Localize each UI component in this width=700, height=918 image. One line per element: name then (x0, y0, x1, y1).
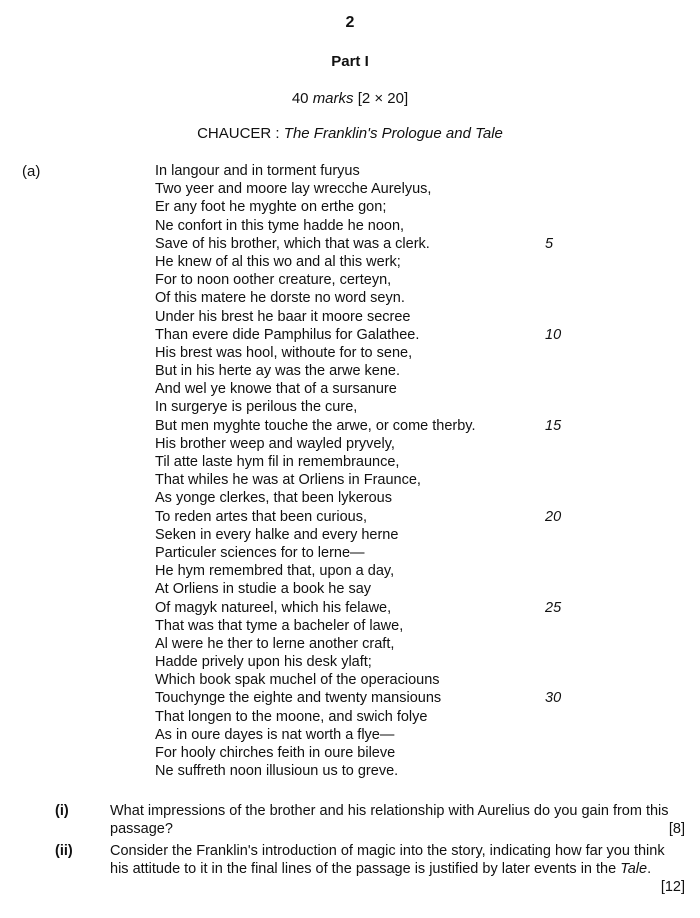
poem-line (155, 489, 585, 507)
poem-line (155, 344, 585, 362)
line-number: 5 (545, 235, 554, 252)
poem-line-text: And wel ye knowe that of a sursanure (155, 381, 397, 398)
poem-line-text: That whiles he was at Orliens in Fraunce, (155, 472, 421, 489)
poem-line (155, 726, 585, 744)
poem-line (155, 271, 585, 289)
poem-line-text: That was that tyme a bacheler of lawe, (155, 617, 404, 634)
poem-line (155, 198, 585, 216)
poem-line (155, 562, 585, 580)
question-ii-text-end: . (647, 861, 652, 877)
poem-line (155, 471, 585, 489)
poem-line (155, 689, 585, 707)
poem-line (155, 762, 585, 780)
poem-line (155, 326, 585, 344)
poem-line-text: Of this matere he dorste no word seyn. (155, 290, 405, 307)
question-i-mark: [8] (668, 821, 685, 837)
poem-line-text: To reden artes that been curious, (155, 508, 367, 525)
poem-line (155, 526, 585, 544)
poem-line-text: Which book spak muchel of the operaciouns (155, 672, 440, 689)
question-ii-text-italic: Tale (620, 861, 648, 877)
poem-line (155, 653, 585, 671)
line-number: 30 (545, 690, 562, 707)
marks-breakdown: [2 × 20] (357, 90, 409, 107)
poem-line-text: He hym remembred that, upon a day, (155, 563, 395, 580)
poem-line-text: His brother weep and wayled pryvely, (155, 435, 395, 452)
poem-line-text: For hooly chirches feith in oure bileve (155, 745, 396, 761)
question-ii (55, 842, 685, 902)
question-i-text: What impressions of the brother and his relationship with Aurelius do you gain from this passage? (110, 803, 669, 837)
question-i (55, 802, 685, 842)
poem-line (155, 599, 585, 617)
poem-line-text: Hadde prively upon his desk ylaft; (155, 654, 372, 671)
poem-line-text: Two yeer and moore lay wrecche Aurelyus, (155, 181, 432, 198)
poem-line-text: Ne confort in this tyme hadde he noon, (155, 217, 405, 234)
poem-passage (155, 162, 585, 780)
line-number: 20 (545, 508, 562, 525)
poem-line-text: At Orliens in studie a book he say (155, 581, 372, 598)
poem-line (155, 380, 585, 398)
poem-line (155, 671, 585, 689)
line-number: 25 (545, 599, 562, 616)
poem-line (155, 453, 585, 471)
poem-line (155, 508, 585, 526)
poem-line (155, 253, 585, 271)
poem-line (155, 398, 585, 416)
marks-count: 40 (291, 90, 309, 107)
part-title: Part I (331, 53, 369, 70)
poem-line-text: Ne suffreth noon illusioun us to greve. (155, 763, 399, 780)
poem-line-text: Touchynge the eighte and twenty mansiouns (155, 690, 442, 707)
poem-line-text: Of magyk natureel, which his felawe, (155, 599, 392, 616)
line-number: 15 (545, 417, 562, 434)
poem-line (155, 544, 585, 562)
poem-line-text: In surgerye is perilous the cure, (155, 399, 358, 416)
poem-line-text: But men myghte touche the arwe, or come therby. (155, 417, 476, 434)
question-label: (a) (22, 163, 41, 180)
poem-line (155, 580, 585, 598)
poem-line-text: For to noon oother creature, certeyn, (155, 272, 392, 289)
poem-line (155, 435, 585, 453)
poem-line-text: But in his herte ay was the arwe kene. (155, 363, 401, 380)
poem-line-text: As in oure dayes is nat worth a flye— (155, 726, 395, 743)
question-ii-label: (ii) (55, 843, 73, 859)
poem-line (155, 217, 585, 235)
question-ii-mark: [12] (660, 879, 685, 895)
poem-line (155, 362, 585, 380)
poem-line (155, 308, 585, 326)
poem-line-text: Seken in every halke and every herne (155, 526, 399, 543)
poem-line (155, 180, 585, 198)
work-title: The Franklin's Prologue and Tale (283, 125, 503, 142)
poem-line (155, 417, 585, 435)
poem-line-text: His brest was hool, withoute for to sene, (155, 344, 413, 361)
poem-line (155, 617, 585, 635)
poem-line-text: Particuler sciences for to lerne— (155, 544, 365, 561)
poem-line-text: He knew of al this wo and al this werk; (155, 253, 401, 270)
question-ii-text-main: Consider the Franklin's introduction of magic into the story, indicating how far you think his attitude to it in the final lines of the passage is justified by later events in the (110, 843, 665, 877)
poem-line-text: Save of his brother, which that was a clerk. (155, 235, 430, 252)
poem-line (155, 235, 585, 253)
poem-line-text: Er any foot he myghte on erthe gon; (155, 199, 387, 216)
page-number: 2 (345, 14, 355, 31)
poem-line-text: Under his brest he baar it moore secree (155, 308, 411, 325)
author-name: CHAUCER : (197, 125, 280, 142)
poem-line (155, 635, 585, 653)
poem-line-text: As yonge clerkes, that been lykerous (155, 490, 392, 507)
section-heading (0, 125, 700, 142)
line-number: 10 (545, 326, 562, 343)
poem-line-text: Al were he ther to lerne another craft, (155, 635, 395, 652)
poem-line (155, 744, 585, 762)
poem-line-text: Than evere dide Pamphilus for Galathee. (155, 326, 420, 343)
marks-word: marks (312, 90, 354, 107)
poem-line-text: In langour and in torment furyus (155, 163, 360, 179)
poem-line (155, 289, 585, 307)
poem-line (155, 162, 585, 180)
poem-line (155, 708, 585, 726)
question-ii-text (110, 842, 685, 878)
question-i-label: (i) (55, 803, 69, 819)
poem-line-text: Til atte laste hym fil in remembraunce, (155, 454, 400, 470)
marks-line (0, 90, 700, 107)
poem-line-text: That longen to the moone, and swich folye (155, 708, 428, 725)
